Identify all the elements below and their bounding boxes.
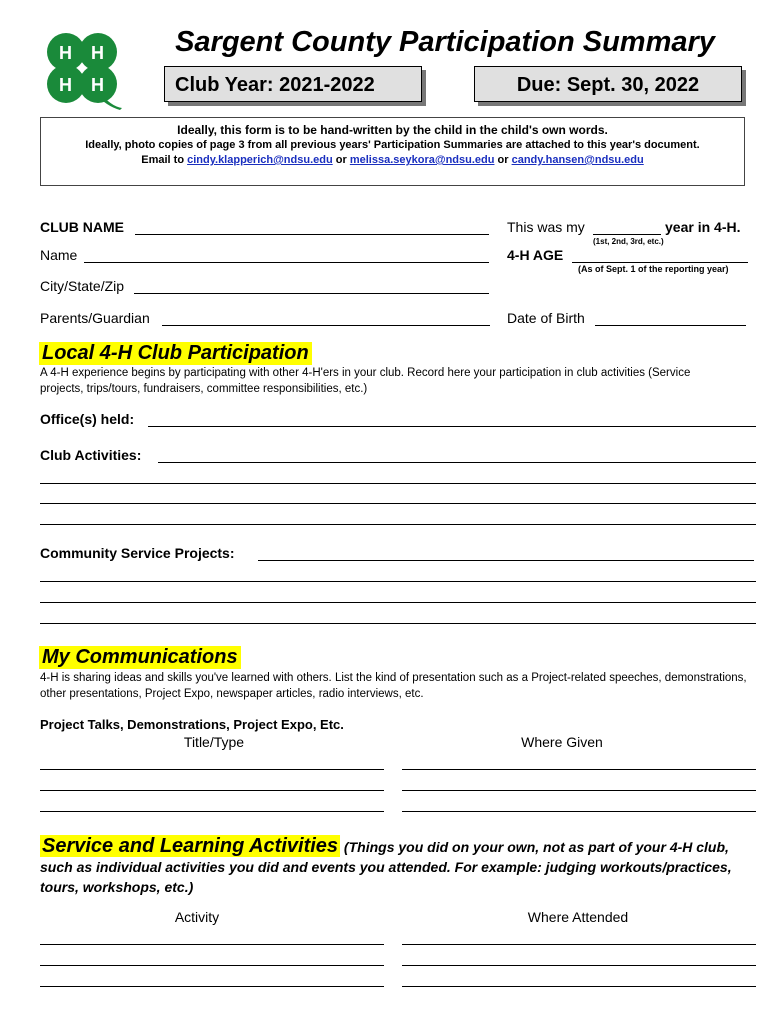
service-learning-block: [40, 836, 740, 897]
community-service-line[interactable]: [40, 581, 756, 582]
offices-label: Office(s) held:: [40, 411, 135, 427]
email-or-2: or: [494, 154, 512, 166]
city-field[interactable]: [134, 293, 489, 294]
activity-line[interactable]: [40, 965, 384, 966]
title-type-line[interactable]: [40, 769, 384, 770]
local-description: A 4-H experience begins by participating with other 4-H'ers in your club. Record here your participation in club activities (Service projects, trips/tours, fundraisers, committee responsibilities, etc.): [40, 367, 691, 395]
city-label: City/State/Zip: [40, 278, 125, 294]
svg-text:H: H: [91, 43, 104, 63]
title-type-column-header: Title/Type: [183, 734, 245, 750]
club-activities-field[interactable]: [158, 462, 756, 463]
email-link-cindy[interactable]: cindy.klapperich@ndsu.edu: [187, 154, 333, 166]
club-activities-line[interactable]: [40, 524, 756, 525]
year-in-label: year in 4-H.: [665, 219, 741, 235]
email-link-candy[interactable]: candy.hansen@ndsu.edu: [511, 154, 644, 166]
where-attended-line[interactable]: [402, 986, 756, 987]
local-section-heading: Local 4-H Club Participation: [39, 342, 312, 365]
email-line: [41, 153, 744, 168]
community-service-line[interactable]: [40, 623, 756, 624]
activity-line[interactable]: [40, 986, 384, 987]
svg-text:H: H: [59, 75, 72, 95]
title-type-line[interactable]: [40, 790, 384, 791]
offices-field[interactable]: [148, 426, 756, 427]
where-attended-line[interactable]: [402, 944, 756, 945]
this-was-label: This was my: [507, 219, 585, 235]
activity-line[interactable]: [40, 944, 384, 945]
svg-text:H: H: [59, 43, 72, 63]
activity-column-header: Activity: [174, 909, 220, 925]
email-or-1: or: [332, 154, 350, 166]
where-attended-line[interactable]: [402, 965, 756, 966]
service-learning-description: (Things you did on your own, not as part of your 4-H club, such as individual activities you did and events you attended. For example: judging workouts/practices, tours, workshops, etc.): [40, 839, 732, 895]
where-given-line[interactable]: [402, 811, 756, 812]
svg-text:H: H: [91, 75, 104, 95]
instruction-line-2: Ideally, photo copies of page 3 from all previous years' Participation Summaries are attached to this year's document.: [85, 139, 700, 151]
instructions-box: [40, 117, 745, 186]
club-name-label: CLUB NAME: [40, 219, 124, 235]
club-activities-line[interactable]: [40, 503, 756, 504]
club-activities-line[interactable]: [40, 483, 756, 484]
email-link-melissa[interactable]: melissa.seykora@ndsu.edu: [349, 154, 495, 166]
dob-field[interactable]: [595, 325, 746, 326]
name-label: Name: [40, 247, 78, 263]
where-given-line[interactable]: [402, 769, 756, 770]
club-activities-label: Club Activities:: [40, 447, 142, 463]
age-label: 4-H AGE: [507, 247, 564, 263]
year-number-field[interactable]: [593, 234, 661, 235]
community-service-field[interactable]: [258, 560, 754, 561]
club-name-field[interactable]: [135, 234, 489, 235]
page-title: Sargent County Participation Summary: [175, 26, 715, 58]
community-service-label: Community Service Projects:: [40, 545, 235, 561]
dob-label: Date of Birth: [507, 310, 585, 326]
parents-label: Parents/Guardian: [40, 310, 150, 326]
due-date-box: Due: Sept. 30, 2022: [474, 66, 742, 102]
age-note: (As of Sept. 1 of the reporting year): [578, 264, 729, 274]
name-field[interactable]: [84, 262, 489, 263]
age-field[interactable]: [572, 262, 748, 263]
presentations-subheading: Project Talks, Demonstrations, Project Expo, Etc.: [40, 717, 344, 732]
email-prefix: Email to: [141, 154, 188, 166]
where-given-line[interactable]: [402, 790, 756, 791]
communications-description: 4-H is sharing ideas and skills you've learned with others. List the kind of presentation such as a Project-related speeches, demonstrations, other presentations, Project Expo, newspaper articles, radio interviews, etc.: [40, 672, 747, 700]
communications-heading: My Communications: [39, 646, 241, 669]
service-learning-heading: Service and Learning Activities: [42, 835, 339, 857]
parents-field[interactable]: [162, 325, 490, 326]
where-attended-column-header: Where Attended: [527, 909, 629, 925]
4h-clover-logo-icon: [40, 26, 124, 110]
community-service-line[interactable]: [40, 602, 756, 603]
instruction-line-1: Ideally, this form is to be hand-written by the child in the child's own words.: [177, 123, 608, 137]
title-type-line[interactable]: [40, 811, 384, 812]
club-year-box: Club Year: 2021-2022: [164, 66, 422, 102]
where-given-column-header: Where Given: [521, 734, 603, 750]
ordinal-note: (1st, 2nd, 3rd, etc.): [593, 237, 664, 246]
